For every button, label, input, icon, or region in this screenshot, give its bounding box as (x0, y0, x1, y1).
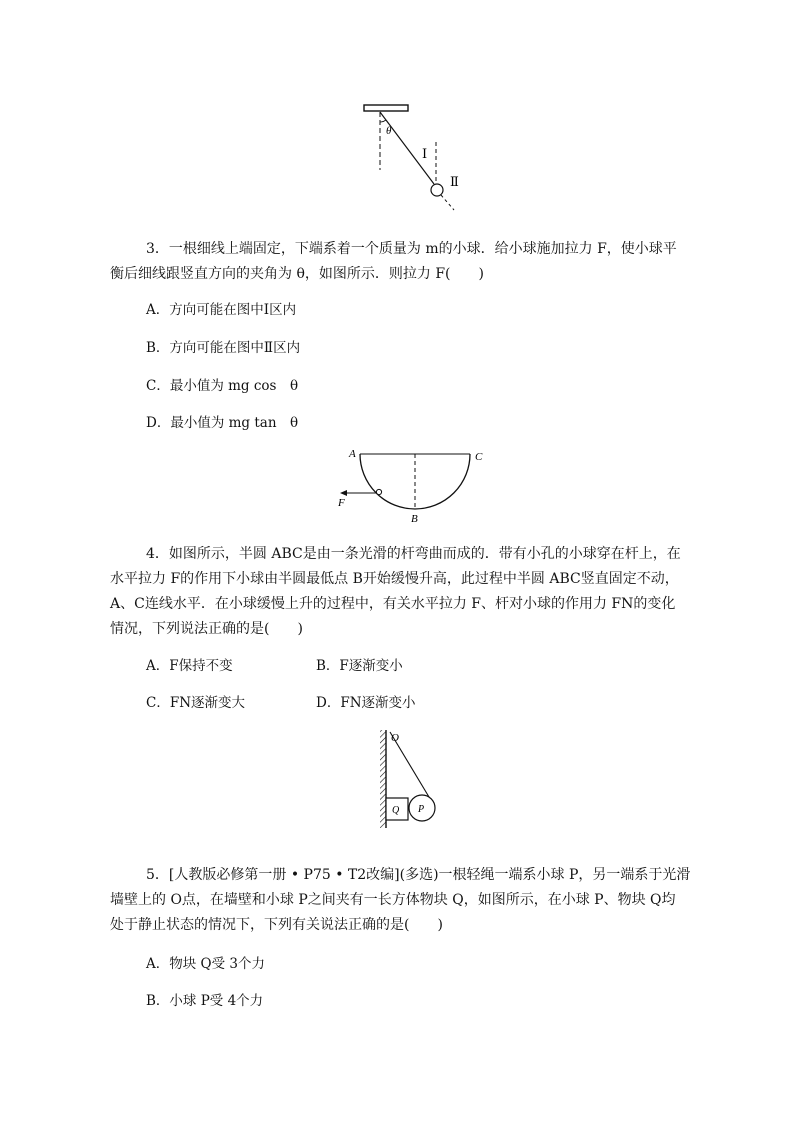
q5-stem-line-3: 处于静止状态的情况下，下列有关说法正确的是( ) (110, 917, 443, 933)
q3-stem-line-1: 3．一根细线上端固定，下端系着一个质量为 m的小球．给小球施加拉力 F，使小球平 (146, 241, 677, 257)
q4-option-b: B．F逐渐变小 (316, 658, 403, 674)
pendulum-ball (431, 184, 443, 196)
q3-pendulum-figure (350, 98, 470, 216)
q4-stem-line-3: A、C连线水平．在小球缓慢上升的过程中，有关水平拉力 F、杆对小球的作用力 FN的变化 (110, 596, 676, 612)
wall-hatching (380, 730, 386, 828)
ceiling-support (364, 105, 408, 111)
point-o-label: O (391, 732, 399, 744)
q5-stem-line-1: 5．[人教版必修第一册 • P75 • T2改编](多选)一根轻绳一端系小球 P，另一端系于光滑 (146, 867, 691, 883)
q3-option-c: C．最小值为 mg cos θ (146, 378, 299, 394)
theta-angle-arc (380, 120, 386, 122)
q4-semicircle-figure (330, 444, 500, 526)
string-extension-dashed (441, 195, 454, 210)
q5-option-b: B．小球 P受 4个力 (146, 993, 264, 1009)
small-ring-ball (376, 489, 381, 494)
q5-stem-line-2: 墙壁上的 O点，在墙壁和小球 P之间夹有一长方体物块 Q，如图所示，在小球 P、物块 Q均 (110, 892, 676, 908)
q4-option-d: D．FN逐渐变小 (316, 695, 416, 711)
theta-label: θ (386, 125, 392, 137)
block-q-label: Q (392, 805, 400, 816)
q3-option-d: D．最小值为 mg tan θ (146, 415, 299, 431)
point-a-label: A (349, 448, 356, 460)
q3-stem-line-2: 衡后细线跟竖直方向的夹角为 θ，如图所示．则拉力 F( ) (110, 266, 484, 282)
ball-p-label: P (418, 804, 425, 815)
point-b-label: B (411, 513, 418, 525)
q4-stem (110, 542, 710, 642)
point-c-label: C (475, 451, 483, 463)
q4-option-c: C．FN逐渐变大 (146, 695, 246, 711)
q5-wall-ball-figure (372, 728, 452, 832)
q4-stem-line-2: 水平拉力 F的作用下小球由半圆最低点 B开始缓慢升高，此过程中半圆 ABC竖直固定不动， (110, 571, 679, 587)
q4-stem-line-4: 情况，下列说法正确的是( ) (110, 621, 303, 637)
region-2-label: Ⅱ (450, 174, 459, 189)
q4-stem-line-1: 4．如图所示，半圆 ABC是由一条光滑的杆弯曲而成的．带有小孔的小球穿在杆上，在 (146, 546, 681, 562)
force-f-label: F (338, 497, 345, 509)
q5-stem (110, 863, 710, 938)
region-1-label: Ⅰ (422, 146, 428, 161)
arrow-head-icon (340, 490, 347, 496)
q3-stem (110, 237, 710, 287)
q3-option-a: A．方向可能在图中Ⅰ区内 (146, 302, 297, 318)
q5-option-a: A．物块 Q受 3个力 (146, 956, 265, 972)
q4-option-a: A．F保持不变 (146, 658, 233, 674)
q3-option-b: B．方向可能在图中Ⅱ区内 (146, 340, 301, 356)
